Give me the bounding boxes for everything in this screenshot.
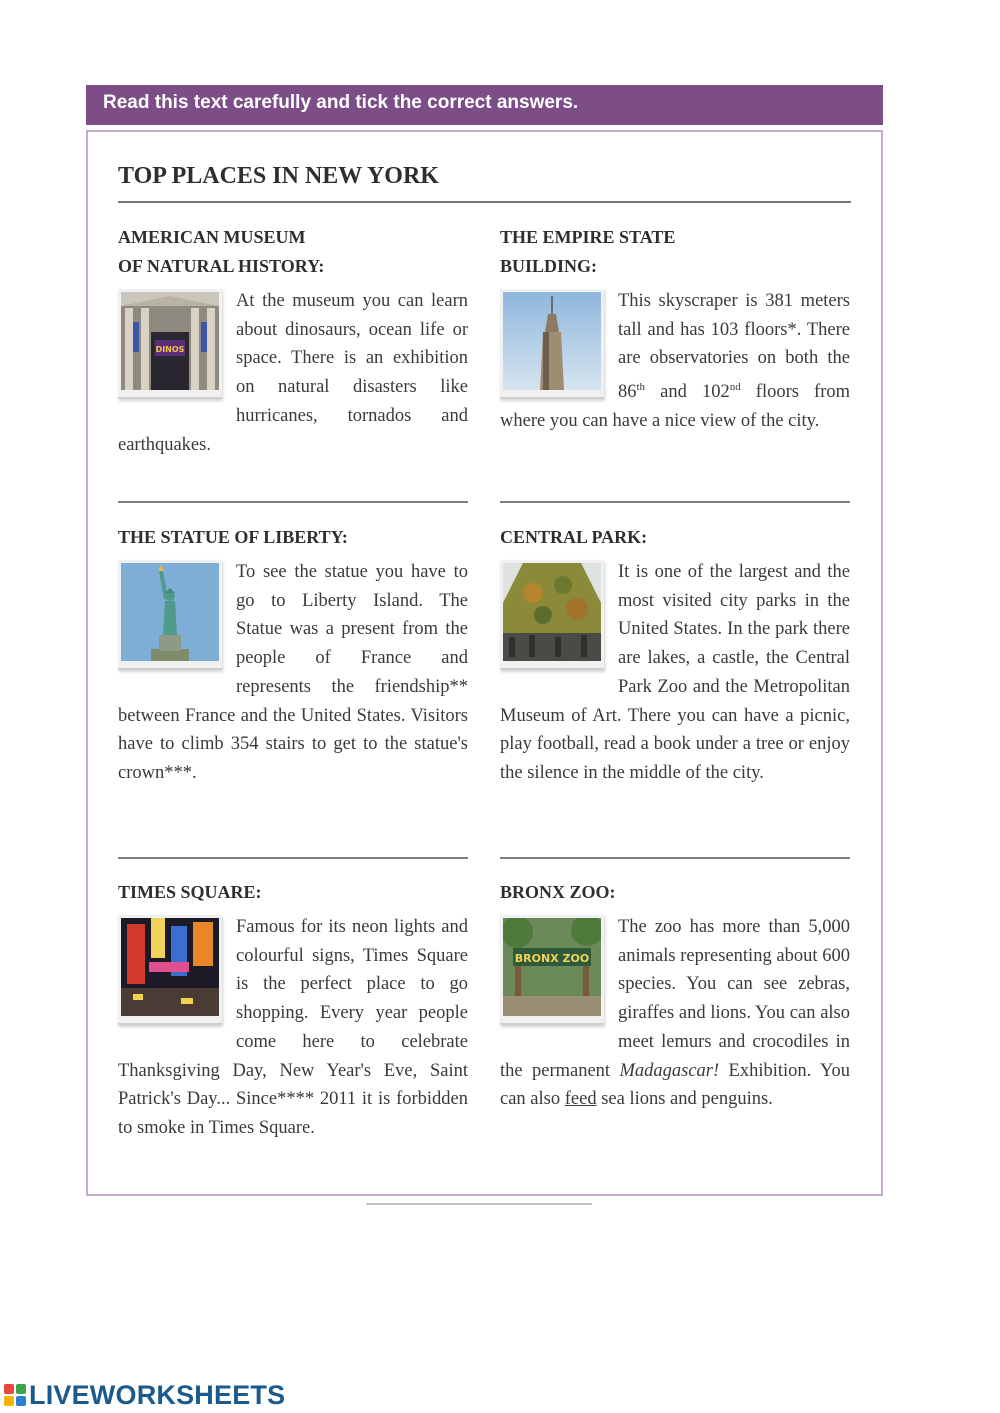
page-title: TOP PLACES IN NEW YORK bbox=[118, 163, 439, 189]
logo-icon bbox=[4, 1384, 26, 1406]
section-text: It is one of the largest and the most visited city parks in the United States. In the park there are lakes, a castle, the Central Park Zoo and the Metropolitan Museum of Art. There you can have a picnic, play football, read a book under a tree or enjoy the silence in the middle of the city. bbox=[500, 562, 850, 783]
section-text: To see the statue you have to go to Liberty Island. The Statue was a present from the people of France and represents the friendship** between France and the United States. Visitors have to climb 354 stairs to get to the statue's crown***. bbox=[118, 562, 468, 783]
section-statue-of-liberty bbox=[118, 523, 468, 788]
section-museum bbox=[118, 223, 468, 459]
statue-of-liberty-photo bbox=[118, 560, 222, 670]
heading-line-2: BUILDING: bbox=[500, 256, 598, 276]
museum-sign-text: DINOS bbox=[155, 345, 185, 354]
empire-state-photo bbox=[500, 289, 604, 399]
divider bbox=[118, 857, 468, 859]
section-heading: THE STATUE OF LIBERTY: bbox=[118, 527, 348, 547]
divider bbox=[118, 501, 468, 503]
instruction-banner bbox=[86, 85, 883, 125]
section-heading: BRONX ZOO: bbox=[500, 882, 616, 902]
museum-photo bbox=[118, 289, 222, 399]
section-heading bbox=[500, 223, 850, 281]
section-text: The zoo has more than 5,000 animals representing about 600 species. You can see zebras, giraffes and lions. You can also meet lemurs and crocodiles in the permanent Madagascar! Exhibition. You can also feed sea lions and penguins. bbox=[500, 917, 850, 1110]
bronx-zoo-photo bbox=[500, 915, 604, 1025]
section-central-park bbox=[500, 523, 850, 788]
heading-line-1: THE EMPIRE STATE bbox=[500, 227, 676, 247]
title-divider bbox=[118, 201, 851, 203]
section-empire-state bbox=[500, 223, 850, 436]
logo-text: LIVEWORKSHEETS bbox=[29, 1379, 286, 1410]
section-times-square bbox=[118, 878, 468, 1143]
section-heading: TIMES SQUARE: bbox=[118, 882, 262, 902]
divider bbox=[500, 501, 850, 503]
times-square-photo bbox=[118, 915, 222, 1025]
section-text: At the museum you can learn about dinosaurs, ocean life or space. There is an exhibition on natural disasters like hurricanes, tornados and earthquakes. bbox=[118, 291, 468, 455]
central-park-photo bbox=[500, 560, 604, 670]
divider bbox=[500, 857, 850, 859]
section-text: Famous for its neon lights and colourful signs, Times Square is the perfect place to go shopping. Every year people come here to celebrate Thanksgiving Day, New Year's Eve, Saint Patrick's Day... Since**** 2011 it is forbidden to smoke in Times Square. bbox=[118, 917, 468, 1138]
liveworksheets-logo[interactable] bbox=[4, 1381, 285, 1409]
zoo-sign-text: BRONX ZOO bbox=[514, 952, 590, 965]
page-bottom-line bbox=[366, 1203, 592, 1205]
section-heading: CENTRAL PARK: bbox=[500, 527, 648, 547]
section-heading bbox=[118, 223, 468, 281]
heading-line-2: OF NATURAL HISTORY: bbox=[118, 256, 325, 276]
instruction-text: Read this text carefully and tick the correct answers. bbox=[103, 92, 579, 113]
section-bronx-zoo bbox=[500, 878, 850, 1114]
heading-line-1: AMERICAN MUSEUM bbox=[118, 227, 306, 247]
section-text: This skyscraper is 381 meters tall and has 103 floors*. There are observatories on both the 86th and 102nd floors from where you can have a nice view of the city. bbox=[500, 291, 850, 431]
